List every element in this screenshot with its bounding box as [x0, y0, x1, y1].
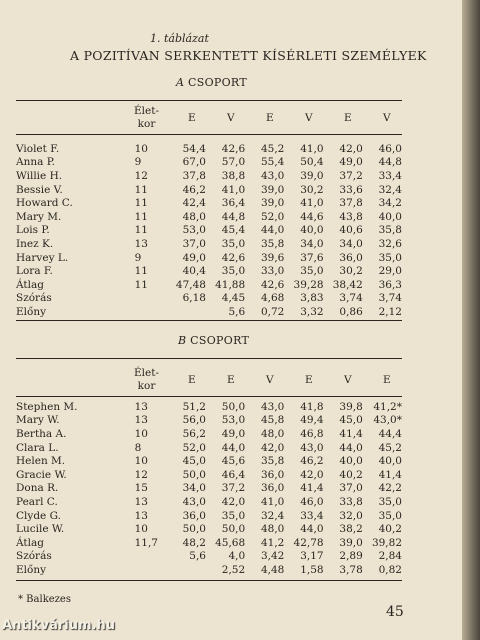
row-value: 39,6 — [260, 251, 285, 264]
table-row — [16, 237, 402, 251]
row-value: 39,0 — [260, 197, 285, 210]
row-value: 32,6 — [378, 237, 402, 250]
row-value: 41,0 — [300, 142, 324, 155]
row-value: 50,4 — [300, 156, 324, 169]
group-a-top-rule — [16, 100, 402, 101]
column-header: V — [383, 112, 391, 124]
group-a-letter: A — [176, 76, 185, 89]
row-value: 2,52 — [221, 563, 246, 576]
row-value: 42,6 — [221, 251, 246, 264]
row-value: 38,42 — [332, 278, 363, 291]
row-value: 39,8 — [339, 400, 363, 413]
row-value: 44,0 — [300, 523, 324, 536]
row-value: 46,8 — [300, 427, 324, 440]
row-name: Pearl C. — [16, 495, 58, 508]
row-value: 43,8 — [339, 210, 363, 223]
row-value — [167, 305, 206, 319]
row-name: Harvey L. — [16, 251, 69, 264]
row-age: 10 — [134, 427, 148, 440]
row-value: 47,48 — [175, 278, 206, 291]
table-row — [16, 550, 402, 564]
row-value: 29,0 — [378, 265, 402, 278]
row-value: 55,4 — [260, 156, 285, 169]
row-name: Szórás — [16, 292, 52, 305]
row-value: 40,0 — [339, 455, 363, 468]
row-age — [135, 563, 167, 577]
row-name: Lucile W. — [16, 523, 65, 536]
row-age: 11 — [134, 265, 148, 278]
row-value: 38,8 — [221, 169, 246, 182]
row-value: 49,0 — [339, 156, 363, 169]
table-row — [16, 441, 402, 455]
row-value: 42,2 — [378, 482, 402, 495]
row-value: 3,74 — [339, 292, 363, 305]
row-value: 39,0 — [339, 536, 363, 549]
row-name: Anna P. — [16, 156, 55, 169]
row-value: 43,0* — [373, 414, 402, 427]
row-value: 41,88 — [215, 278, 246, 291]
row-value: 42,6 — [260, 278, 285, 291]
row-name: Szórás — [16, 550, 52, 563]
row-value — [167, 563, 206, 577]
row-value: 35,0 — [378, 509, 402, 522]
row-value: 41,8 — [300, 400, 324, 413]
table-row — [16, 522, 402, 536]
row-value: 46,4 — [221, 468, 246, 481]
row-value: 30,2 — [300, 183, 324, 196]
row-value: 44,6 — [300, 210, 324, 223]
row-value: 33,4 — [300, 509, 324, 522]
row-value: 36,0 — [260, 468, 285, 481]
row-value: 30,2 — [339, 265, 363, 278]
row-age: 11,7 — [134, 536, 158, 549]
table-row — [16, 305, 402, 319]
row-value: 39,0 — [300, 169, 324, 182]
row-value: 46,0 — [378, 142, 402, 155]
column-header: E — [188, 112, 196, 124]
table-row — [16, 400, 402, 414]
row-value: 37,8 — [182, 169, 206, 182]
row-age: 9 — [134, 251, 142, 264]
row-value: 40,0 — [378, 455, 402, 468]
row-value: 35,0 — [378, 251, 402, 264]
row-value: 40,4 — [182, 265, 206, 278]
table-row — [16, 292, 402, 306]
row-value: 50,0 — [221, 523, 246, 536]
row-value: 37,2 — [221, 482, 246, 495]
row-value: 41,0 — [221, 183, 246, 196]
table-row — [16, 264, 402, 278]
row-age: 11 — [134, 197, 148, 210]
row-value: 43,0 — [260, 400, 285, 413]
row-name: Lois P. — [16, 224, 50, 237]
row-value: 2,89 — [339, 550, 363, 563]
row-value: 40,6 — [339, 224, 363, 237]
row-value: 42,6 — [221, 142, 246, 155]
table-row — [16, 563, 402, 577]
row-value: 6,18 — [182, 292, 206, 305]
row-value: 40,0 — [378, 210, 402, 223]
row-value: 45,68 — [215, 536, 246, 549]
row-value: 3,17 — [300, 550, 324, 563]
table-row — [16, 251, 402, 265]
group-b-top-rule — [16, 358, 402, 359]
row-age: 10 — [134, 455, 148, 468]
row-age: 12 — [134, 169, 148, 182]
row-value: 5,6 — [228, 305, 246, 318]
row-value: 45,0 — [182, 455, 206, 468]
row-name: Stephen M. — [16, 400, 78, 413]
column-header: E — [305, 374, 313, 386]
row-value: 40,2 — [339, 468, 363, 481]
row-age: 8 — [134, 441, 142, 454]
row-name: Helen M. — [16, 455, 66, 468]
row-value: 41,4 — [378, 468, 402, 481]
row-value: 41,4 — [339, 427, 363, 440]
row-age — [135, 550, 167, 564]
row-value: 39,82 — [371, 536, 402, 549]
row-value: 34,0 — [300, 237, 324, 250]
group-a-age-header-bottom: kor — [137, 118, 156, 130]
row-value: 67,0 — [182, 156, 206, 169]
row-value: 35,8 — [378, 224, 402, 237]
row-value: 52,0 — [260, 210, 285, 223]
row-age: 11 — [134, 183, 148, 196]
group-b-bottom-rule — [16, 580, 402, 581]
row-age: 13 — [134, 237, 148, 250]
row-value: 3,42 — [260, 550, 285, 563]
group-a-word: CSOPORT — [184, 76, 247, 89]
row-value: 51,2 — [182, 400, 206, 413]
row-value: 42,0 — [260, 441, 285, 454]
row-value: 50,0 — [221, 400, 246, 413]
row-value: 36,4 — [221, 197, 246, 210]
row-value: 46,2 — [182, 183, 206, 196]
column-header: E — [383, 374, 391, 386]
row-value: 46,0 — [300, 495, 324, 508]
row-name: Clyde G. — [16, 509, 61, 522]
row-value: 40,0 — [300, 224, 324, 237]
row-value: 45,2 — [378, 441, 402, 454]
row-value: 36,3 — [378, 278, 402, 291]
row-value: 40,2 — [378, 523, 402, 536]
row-value: 53,0 — [221, 414, 246, 427]
row-value: 35,8 — [260, 455, 285, 468]
row-name: Inez K. — [16, 237, 54, 250]
row-name: Előny — [16, 305, 47, 318]
row-value: 42,0 — [221, 495, 246, 508]
row-value: 0,82 — [378, 563, 402, 576]
table-row — [16, 169, 402, 183]
row-value: 32,4 — [378, 183, 402, 196]
row-value: 35,0 — [221, 509, 246, 522]
row-value: 2,84 — [378, 550, 402, 563]
row-value: 1,58 — [300, 563, 324, 576]
row-value: 48,2 — [182, 536, 206, 549]
table-row — [16, 468, 402, 482]
row-age: 10 — [134, 142, 148, 155]
row-value: 43,0 — [182, 495, 206, 508]
row-value: 37,0 — [182, 237, 206, 250]
row-value: 4,45 — [221, 292, 246, 305]
table-row — [16, 156, 402, 170]
group-a-title — [176, 76, 247, 89]
row-value: 4,0 — [228, 550, 246, 563]
group-a-bottom-rule — [16, 320, 402, 321]
row-name: Mary M. — [16, 210, 62, 223]
row-name: Átlag — [16, 278, 44, 291]
table-row — [16, 414, 402, 428]
group-b-letter: B — [178, 334, 187, 347]
row-value: 41,4 — [300, 482, 324, 495]
page-number: 45 — [386, 604, 404, 620]
row-value: 33,0 — [260, 265, 285, 278]
table-caption: 1. táblázat — [150, 32, 209, 45]
watermark: Antikvárium.hu — [2, 618, 115, 633]
footnote: * Balkezes — [18, 594, 71, 605]
row-value: 32,4 — [260, 509, 285, 522]
row-value: 36,0 — [182, 509, 206, 522]
row-name: Violet F. — [16, 142, 60, 155]
row-value: 34,0 — [339, 237, 363, 250]
row-age: 13 — [134, 400, 148, 413]
group-a-table — [16, 142, 402, 319]
row-value: 0,72 — [260, 305, 285, 318]
row-value: 50,0 — [182, 523, 206, 536]
row-name: Bertha A. — [16, 427, 67, 440]
row-value: 48,0 — [182, 210, 206, 223]
row-age: 10 — [134, 523, 148, 536]
group-a-age-header-top: Élet- — [134, 105, 160, 117]
row-value: 44,8 — [221, 210, 246, 223]
row-value: 50,0 — [182, 468, 206, 481]
row-age: 13 — [134, 495, 148, 508]
row-value: 34,0 — [182, 482, 206, 495]
group-a-age-header — [134, 105, 159, 131]
group-b-word: CSOPORT — [186, 334, 250, 347]
row-value: 48,0 — [260, 427, 285, 440]
column-header: E — [266, 112, 274, 124]
table-row — [16, 224, 402, 238]
row-name: Átlag — [16, 536, 44, 549]
row-value: 33,6 — [339, 183, 363, 196]
row-age: 13 — [134, 414, 148, 427]
row-value: 45,8 — [260, 414, 285, 427]
row-value: 42,4 — [182, 197, 206, 210]
column-header: V — [305, 112, 313, 124]
row-value: 3,74 — [378, 292, 402, 305]
row-age: 11 — [134, 278, 148, 291]
row-value: 45,6 — [221, 455, 246, 468]
row-value: 53,0 — [182, 224, 206, 237]
row-value: 48,0 — [260, 523, 285, 536]
group-b-table — [16, 400, 402, 577]
row-name: Gracie W. — [16, 468, 67, 481]
row-value: 44,4 — [378, 427, 402, 440]
row-value: 37,2 — [339, 169, 363, 182]
row-value: 5,6 — [189, 550, 206, 563]
row-age: 11 — [134, 224, 148, 237]
table-row — [16, 278, 402, 292]
row-value: 4,68 — [260, 292, 285, 305]
row-value: 44,8 — [378, 156, 402, 169]
row-value: 35,8 — [260, 237, 285, 250]
group-b-age-header-top: Élet- — [134, 367, 160, 379]
table-row — [16, 536, 402, 550]
row-name: Bessie V. — [16, 183, 63, 196]
row-value: 38,2 — [339, 523, 363, 536]
row-value: 35,0 — [221, 237, 246, 250]
row-value: 33,4 — [378, 169, 402, 182]
column-header: V — [266, 374, 274, 386]
row-value: 46,2 — [300, 455, 324, 468]
group-a-header-rule — [16, 134, 402, 135]
row-name: Előny — [16, 563, 47, 576]
row-value: 56,2 — [182, 427, 206, 440]
row-value: 39,28 — [293, 278, 324, 291]
row-value: 34,2 — [378, 197, 402, 210]
row-value: 45,0 — [339, 414, 363, 427]
row-value: 49,0 — [221, 427, 246, 440]
row-value: 36,0 — [339, 251, 363, 264]
row-value: 35,0 — [378, 495, 402, 508]
row-value: 44,0 — [339, 441, 363, 454]
row-name: Lora F. — [16, 265, 53, 278]
row-value: 56,0 — [182, 414, 206, 427]
row-value: 0,86 — [339, 305, 363, 318]
row-value: 3,32 — [300, 305, 324, 318]
row-value: 36,0 — [260, 482, 285, 495]
row-value: 41,2* — [373, 400, 402, 413]
table-row — [16, 454, 402, 468]
row-value: 57,0 — [221, 156, 246, 169]
row-name: Mary W. — [16, 414, 60, 427]
row-value: 37,0 — [339, 482, 363, 495]
row-age: 15 — [134, 482, 148, 495]
row-value: 33,8 — [339, 495, 363, 508]
row-age: 12 — [134, 468, 148, 481]
row-value: 41,0 — [300, 197, 324, 210]
row-value: 35,0 — [300, 265, 324, 278]
row-value: 49,4 — [300, 414, 324, 427]
column-header: V — [227, 112, 235, 124]
row-name: Howard C. — [16, 197, 73, 210]
row-value: 4,48 — [260, 563, 285, 576]
table-row — [16, 196, 402, 210]
row-value: 49,0 — [182, 251, 206, 264]
row-value: 44,0 — [221, 441, 246, 454]
row-value: 43,0 — [260, 169, 285, 182]
table-row — [16, 509, 402, 523]
row-age — [135, 305, 167, 319]
table-row — [16, 495, 402, 509]
column-header: E — [188, 374, 196, 386]
row-value: 54,4 — [182, 142, 206, 155]
group-b-title — [178, 334, 249, 347]
row-value: 3,83 — [300, 292, 324, 305]
row-value: 45,2 — [260, 142, 285, 155]
row-value: 45,4 — [221, 224, 246, 237]
column-header: E — [344, 112, 352, 124]
table-row — [16, 482, 402, 496]
row-age: 9 — [134, 156, 142, 169]
row-value: 41,0 — [260, 495, 285, 508]
table-row — [16, 183, 402, 197]
row-value: 2,12 — [378, 305, 402, 318]
row-age: 13 — [134, 509, 148, 522]
row-age — [135, 292, 167, 306]
row-value: 42,0 — [339, 142, 363, 155]
row-value: 42,0 — [300, 468, 324, 481]
column-header: V — [344, 374, 352, 386]
row-value: 52,0 — [182, 441, 206, 454]
group-b-age-header-bottom: kor — [137, 380, 156, 392]
row-value: 35,0 — [221, 265, 246, 278]
row-value: 42,78 — [293, 536, 324, 549]
row-value: 39,0 — [260, 183, 285, 196]
row-value: 32,0 — [339, 509, 363, 522]
table-heading: A POZITÍVAN SERKENTETT KÍSÉRLETI SZEMÉLYEK — [70, 48, 427, 63]
row-name: Clara L. — [16, 441, 59, 454]
row-name: Willie H. — [16, 169, 63, 182]
book-spine-edge — [462, 0, 480, 640]
group-b-age-header — [134, 367, 159, 393]
row-name: Dona R. — [16, 482, 59, 495]
group-b-header-rule — [16, 396, 402, 397]
row-value: 41,2 — [260, 536, 285, 549]
row-age: 11 — [134, 210, 148, 223]
row-value: 43,0 — [300, 441, 324, 454]
table-row — [16, 427, 402, 441]
row-value: 37,6 — [300, 251, 324, 264]
table-row — [16, 142, 402, 156]
row-value: 3,78 — [339, 563, 363, 576]
table-row — [16, 210, 402, 224]
column-header: E — [227, 374, 235, 386]
row-value: 37,8 — [339, 197, 363, 210]
row-value: 44,0 — [260, 224, 285, 237]
